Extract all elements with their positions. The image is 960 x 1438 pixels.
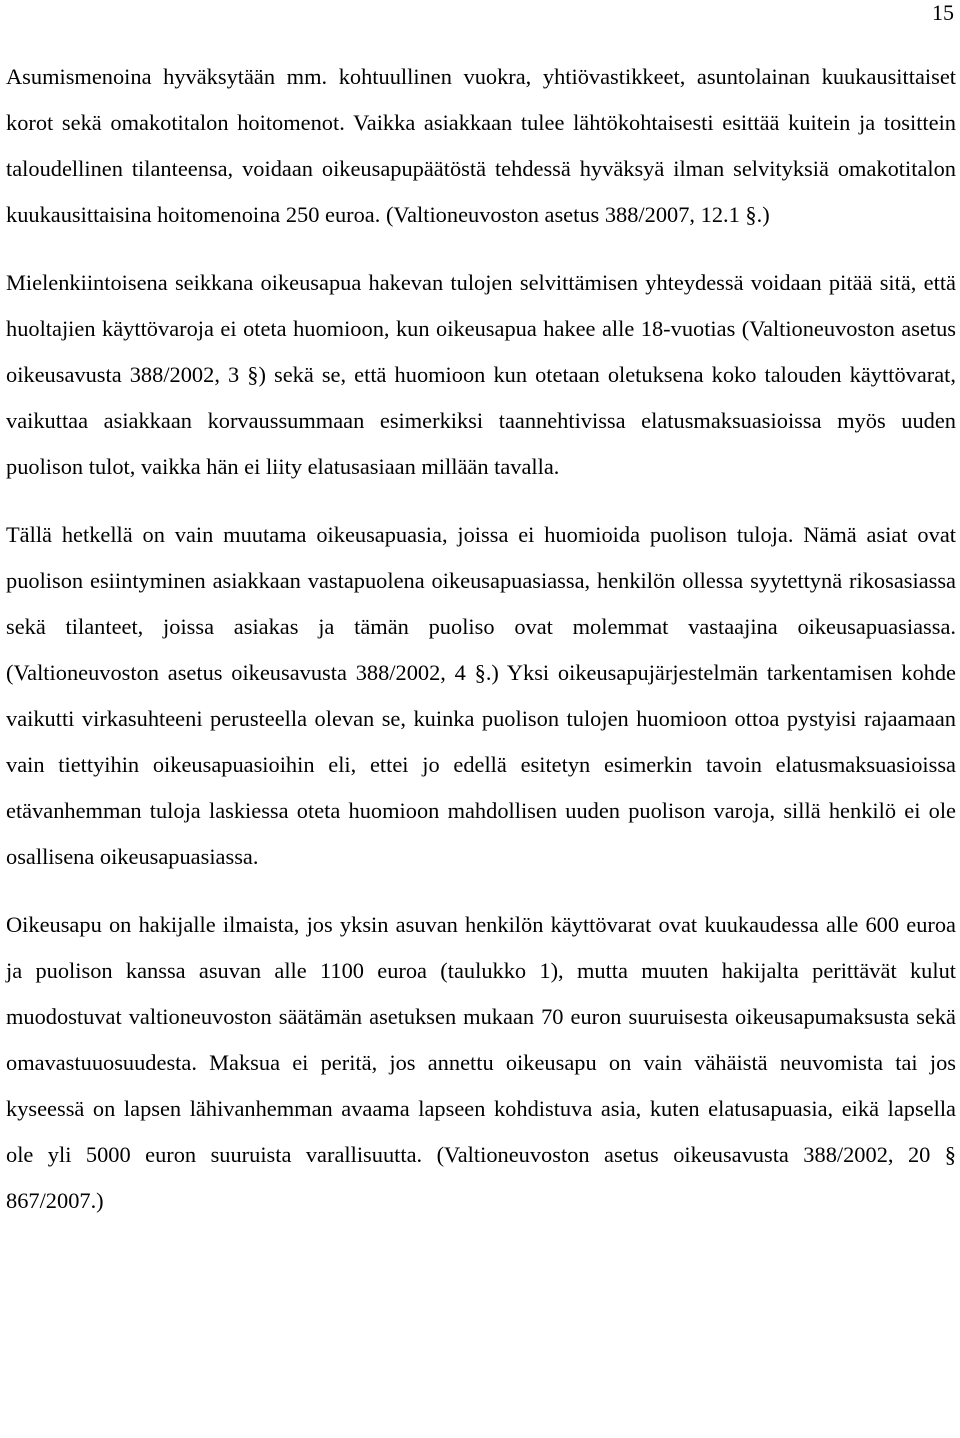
page-number: 15 [932, 0, 954, 25]
document-body [6, 54, 956, 1224]
paragraph-spouse-income: Tällä hetkellä on vain muutama oikeusapuasia, joissa ei huomioida puolison tuloja. Nämä asiat ovat puolison esiintyminen asiakkaan vastapuolena oikeusapuasiassa, henkilön ollessa syytettynä rikosasiassa sekä tilanteet, joissa asiakas ja tämän puoliso ovat molemmat vastaajina oikeusapuasiassa. (Valtioneuvoston asetus oikeusavusta 388/2002, 4 §.) Yksi oikeusapujärjestelmän tarkentamisen kohde vaikutti virkasuhteeni perusteella olevan se, kuinka puolison tulojen huomioon ottoa pystyisi rajaamaan vain tiettyihin oikeusapuasioihin eli, ettei jo edellä esitetyn esimerkin tavoin elatusmaksuasioissa etävanhemman tuloja laskiessa oteta huomioon mahdollisen uuden puolison varoja, sillä henkilö ei ole osallisena oikeusapuasiassa. [6, 522, 956, 869]
paragraph-legal-aid-fees: Oikeusapu on hakijalle ilmaista, jos yksin asuvan henkilön käyttövarat ovat kuukaudessa alle 600 euroa ja puolison kanssa asuvan alle 1100 euroa (taulukko 1), mutta muuten hakijalta perittävät kulut muodostuvat valtioneuvoston säätämän asetuksen mukaan 70 euron suuruisesta oikeusapumaksusta sekä omavastuuosuudesta. Maksua ei peritä, jos annettu oikeusapu on vain vähäistä neuvomista tai jos kyseessä on lapsen lähivanhemman avaama lapseen kohdistuva asia, kuten elatusapuasia, eikä lapsella ole yli 5000 euron suuruista varallisuutta. (Valtioneuvoston asetus oikeusavusta 388/2002, 20 § 867/2007.) [6, 912, 956, 1213]
paragraph-housing-costs: Asumismenoina hyväksytään mm. kohtuullinen vuokra, yhtiövastikkeet, asuntolainan kuukausittaiset korot sekä omakotitalon hoitomenot. Vaikka asiakkaan tulee lähtökohtaisesti esittää kuitein ja tosittein taloudellinen tilanteensa, voidaan oikeusapupäätöstä tehdessä hyväksyä ilman selvityksiä omakotitalon kuukausittaisina hoitomenoina 250 euroa. (Valtioneuvoston asetus 388/2007, 12.1 §.) [6, 64, 956, 227]
paragraph-guardian-funds: Mielenkiintoisena seikkana oikeusapua hakevan tulojen selvittämisen yhteydessä voidaan pitää sitä, että huoltajien käyttövaroja ei oteta huomioon, kun oikeusapua hakee alle 18-vuotias (Valtioneuvoston asetus oikeusavusta 388/2002, 3 §) sekä se, että huomioon kun otetaan oletuksena koko talouden käyttövarat, vaikuttaa asiakkaan korvaussummaan esimerkiksi taannehtivissa elatusmaksuasioissa myös uuden puolison tulot, vaikka hän ei liity elatusasiaan millään tavalla. [6, 270, 956, 479]
